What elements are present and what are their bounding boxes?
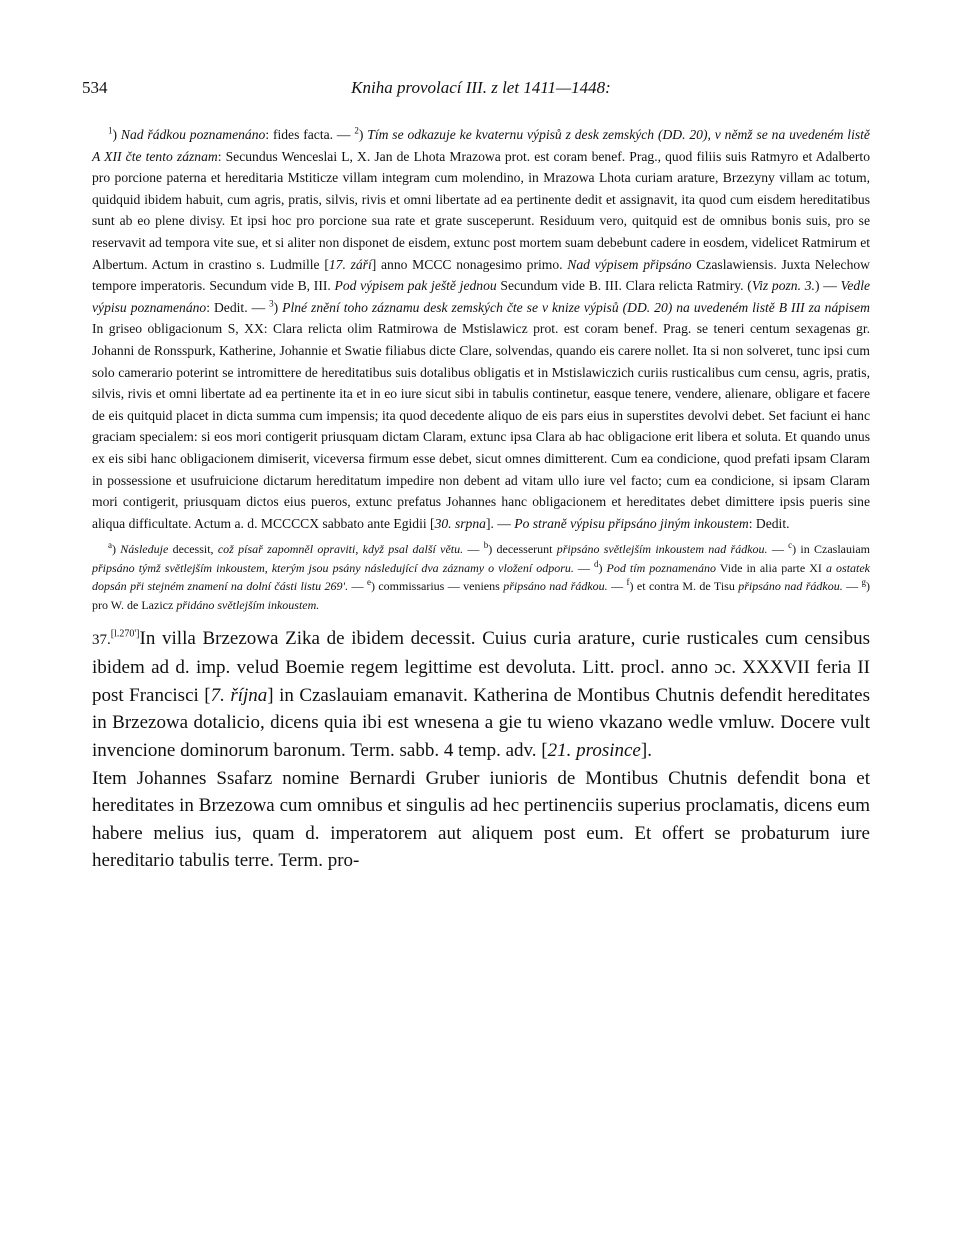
- variant-marker: g: [861, 577, 867, 588]
- footnote-text: : Dedit. —: [206, 299, 270, 315]
- editor-note: Po straně výpisu připsáno jiným inkoustem: [514, 515, 749, 531]
- variant-marker: e: [366, 577, 371, 588]
- variant-text: commissarius — veniens: [374, 579, 504, 594]
- variant-text: Vide in alia parte XI: [715, 560, 826, 575]
- variant-marker: a: [108, 540, 112, 551]
- variant-text: decesserunt: [492, 542, 557, 557]
- editor-note: Viz pozn. 3.: [751, 278, 815, 294]
- editor-note: Plné znění toho záznamu desk zemských čte se v knize výpisů (DD. 20) na uvedeném listě B III za nápisem: [282, 299, 870, 315]
- separator: —: [573, 560, 594, 575]
- entry-text: ] in Czaslauiam emanavit. Katherina de Montibus Chutnis defendit hereditates in Brzezowa dotalicio, dicens quia ibi est wnesena a gie tu wieno vkazano wedle vmluw. Docere vult invencione dominorum baronum. Term. sabb. 4 temp. adv. [: [92, 684, 871, 762]
- variant-marker: b: [483, 540, 489, 551]
- footnote-marker: 2: [354, 125, 359, 136]
- page-number: 534: [82, 78, 108, 97]
- variant-marker: c: [788, 540, 793, 551]
- variant-label: Pod tím poznamenáno: [606, 560, 716, 575]
- variant-label: připsáno světlejším inkoustem nad řádkou.: [556, 542, 768, 557]
- footnote-text: ]. —: [485, 515, 515, 531]
- main-entry: [92, 625, 870, 875]
- variant-notes: $^a$) Následuje decessit, což písař zapomněl opraviti, když psal další větu. — $^b$) decesserunt připsáno světlejším inkoustem nad řádkou. — $^c$) in Czaslauiam připsáno týmž světlejším inkoustem, kterým jsou psány následující dva záznamy o vložení odporu. — $^d$) Pod tím poznamenáno Vide in alia parte XI a ostatek dopsán při stejném znamení na dolní části listu 269'. — $^e$) commissarius — veniens připsáno nad řádkou. — $^f$) et contra M. de Tisu připsáno nad řádkou. — $^g$) pro W. de Lazicz přidáno světlejším inkoustem.: [92, 540, 871, 613]
- date-annotation: 7. října: [210, 684, 268, 706]
- date-annotation: 21. prosince: [547, 740, 641, 762]
- variant-label: přidáno světlejším inkoustem.: [176, 598, 320, 613]
- date-annotation: 17. září: [328, 256, 372, 272]
- variant-text: pro W. de Lazicz: [92, 598, 177, 613]
- folio-reference: [l.270']: [110, 628, 140, 640]
- variant-text: et contra M. de Tisu: [633, 579, 739, 594]
- separator: —: [607, 579, 627, 594]
- variant-label: připsáno týmž světlejším inkoustem, kterým jsou psány následující dva záznamy o vložení odporu.: [92, 560, 574, 575]
- footnote-text: ] anno MCCC nonagesimo primo.: [371, 256, 568, 272]
- variant-marker: d: [593, 558, 599, 569]
- footnote-text: : fides facta. —: [265, 127, 355, 142]
- editor-note: Pod výpisem pak ještě jednou: [334, 278, 497, 294]
- separator: —: [348, 579, 367, 594]
- footnote-text: In griseo obligacionum S, XX: Clara relicta olim Ratmirowa de Mstislawicz prot. est coram benef. Prag. se teneri centum sexagenas gr. Johanni de Ronsspurk, Katherine, Johannie et Swatie filiabus dicte Clare, solvendas, quando eis carere nollet. Ita si non solveret, tunc ipsi cum solo camerario poterint se intromittere de hereditatibus suis dotalibus obligatis et in Mstislawiczich curiis rusticalibus cum censu, agris, pratis, silvis, rivis et omni libertate ad ea pertinente ita et in eo iure sicut sibi in tabulis continetur, easque tenere, vendere, alienare, obligare et facere de eis quitquid placet in dicta summa cum impensis; ita quod decedente aliquo de eis pars eius in superstites devolvi debet. Set faciunt ei hanc graciam specialem: si eos mori contigerit priusquam dictam Claram, extunc ipsa Clara ab hac obligacione erit libera et soluta. Et quando unus ex eis sibi hanc obligacionem dimiserit, viceversa firmum esse debet, sicut omnes dimitterent. Cum ea condicione, quod prefati ipsam Claram in possessione et usufruicione dictarum hereditatum impedire non debent ad vitam ullo iure vel facto; cum ea condicione, si ipsam Claram mori contigerit, priusquam dictos eius pueros, extunc prefatus Johannes hanc obligacionem et hereditates debet dimittere ipsis pueris sine aliqua difficultate. Actum a. d. MCCCCX sabbato ante Egidii [: [92, 321, 870, 531]
- variant-label: připsáno nad řádkou.: [503, 579, 608, 594]
- separator: —: [842, 579, 862, 594]
- running-title: Kniha provolací III. z let 1411—1448:: [351, 78, 611, 97]
- footnotes-block: [92, 124, 870, 534]
- footnote-text: : Dedit.: [748, 515, 790, 531]
- variant-label: a ostatek dopsán při stejném znamení na dolní části listu 269'.: [92, 560, 871, 594]
- footnote-1-2: $^1$) Nad řádkou poznamenáno: fides facta. — $^2$) Tím se odkazuje ke kvaternu výpisů z desk zemských (DD. 20), v němž se na uvedeném listě A XII čte tento záznam: Secundus Wenceslai L, X. Jan de Lhota Mrazowa prot. est coram benef. Prag., quod filiis suis Ratmyro et Adalberto pro porcione paterna et hereditaria Mstiticze villam integram cum molendino, in Mrazowa Lhota curiam arature, Brzezyny villam ac totum, quidquid ibidem habuit, cum agris, pratis, silvis, rivis et omni libertate ad ea pertinente dedit et assignavit, ita quod cum eisdem hereditatibus sunt ab eo plene divisy. Et ipsi hoc pro porcione sua rate et grate susceperunt. Residuum vero, quitquid est de omnibus bonis suis, pro se reservavit ad tempora vite sue, et si aliter non disponet de eisdem, extunc post mortem suam debebunt cadere in eosdem, videlicet Ratmirum et Albertum. Actum in crastino s. Ludmille [17. září] anno MCCC nonagesimo primo. Nad výpisem připsáno Czaslawiensis. Juxta Nelechow tempore imperatoris. Secundum vide B, III. Pod výpisem pak ještě jednou Secundum vide B. III. Clara relicta Ratmiry. (Viz pozn. 3.) — Vedle výpisu poznamenáno: Dedit. — $^3$) Plné znění toho záznamu desk zemských čte se v knize výpisů (DD. 20) na uvedeném listě B III za nápisem In griseo obligacionum S, XX: Clara relicta olim Ratmirowa de Mstislawicz prot. est coram benef. Prag. se teneri centum sexagenas gr. Johanni de Ronsspurk, Katherine, Johannie et Swatie filiabus dicte Clare, solvendas, quando eis carere nollet. Ita si non solveret, tunc ipsi cum solo camerario poterint se intromittere de hereditatibus suis dotalibus obligatis et in Mstislawiczich curiis rusticalibus cum censu, agris, pratis, silvis, rivis et omni libertate ad ea pertinente ita et in eo iure sicut sibi in tabulis continetur, easque tenere, vendere, alienare, obligare et facere de eis quitquid placet in dicta summa cum impensis; ita quod decedente aliquo de eis pars eius in superstites devolvi debet. Set faciunt ei hanc graciam specialem: si eos mori contigerit priusquam dictam Claram, extunc ipsa Clara ab hac obligacione erit libera et soluta. Et quando unus ex eis sibi hanc obligacionem dimiserit, viceversa firmum esse debet, sicut omnes dimitterent. Cum ea condicione, quod prefati ipsam Claram in possessione et usufruicione dictarum hereditatum impedire non debent ad vitam ullo iure vel facto; cum ea condicione, si ipsam Claram mori contigerit, priusquam dictos eius pueros, extunc prefatus Johannes hanc obligacionem et hereditates debet dimittere ipsis pueris sine aliqua difficultate. Actum a. d. MCCCCX sabbato ante Egidii [30. srpna]. — Po straně výpisu připsáno jiným inkoustem: Dedit.: [92, 125, 871, 531]
- entry-paragraph: Item Johannes Ssafarz nomine Bernardi Gruber iunioris de Montibus Chutnis defendit bona et hereditates in Brzezowa cum omnibus et singulis ad hec pertinenciis superius proclamatis, dicens eum habere melius ius, quam d. imperatorem aut aliquem post eum. Et offert se probaturum iure hereditario tabulis terre. Term. pro-: [92, 767, 870, 872]
- entry-text: In villa Brzezowa Zika de ibidem decessit. Cuius curia arature, curie rusticales cum censibus ibidem ad d. imp. velud Boemie regem legittime est devoluta. Litt. procl. anno ɔc. XXXVII feria II post Francisci [: [92, 627, 870, 706]
- page: [82, 78, 871, 875]
- editor-note: Vedle výpisu poznamenáno: [92, 278, 870, 315]
- footnote-text: Secundum vide B. III. Clara relicta Ratmiry. (: [496, 278, 752, 294]
- editor-note: Tím se odkazuje ke kvaternu výpisů z desk zemských (DD. 20), v němž se na uvedeném listě A XII čte tento záznam: [92, 127, 870, 164]
- footnote-marker: 3: [269, 298, 274, 309]
- footnote-marker: 1: [108, 125, 113, 136]
- running-head: [82, 78, 870, 102]
- editor-note: Nad výpisem připsáno: [567, 256, 692, 272]
- variant-apparatus: [92, 540, 870, 614]
- editor-note: Nad řádkou poznamenáno: [120, 127, 266, 142]
- footnote-text: ) —: [814, 278, 841, 294]
- separator: —: [463, 542, 484, 557]
- variant-label: Následuje: [120, 542, 169, 557]
- variant-text: in Czaslauiam: [796, 542, 871, 557]
- variant-marker: f: [626, 577, 630, 588]
- date-annotation: 30. srpna: [434, 515, 486, 531]
- footnote-text: Czaslawiensis. Juxta Nelechow tempore imperatoris. Secundum vide B, III.: [92, 256, 870, 294]
- variant-label: připsáno nad řádkou.: [738, 579, 843, 594]
- variant-label: což písař zapomněl opraviti, když psal další větu.: [217, 542, 464, 557]
- entry-text: ].: [640, 740, 652, 762]
- variant-text: decessit,: [168, 542, 218, 557]
- entry-number: 37.: [92, 631, 111, 648]
- footnote-text: : Secundus Wenceslai L, X. Jan de Lhota Mrazowa prot. est coram benef. Prag., quod filiis suis Ratmyro et Adalberto pro porcione paterna et hereditaria Mstiticze villam integram cum molendino, in Mrazowa Lhota curiam arature, Brzezyny villam ac totum, quidquid ibidem habuit, cum agris, pratis, silvis, rivis et omni libertate ad ea pertinente dedit et assignavit, ita quod cum eisdem hereditatibus sunt ab eo plene divisy. Et ipsi hoc pro porcione sua rate et grate susceperunt. Residuum vero, quitquid est de omnibus bonis suis, pro se reservavit ad tempora vite sue, et si aliter non disponet de eisdem, extunc post mortem suam debebunt cadere in eosdem, videlicet Ratmirum et Albertum. Actum in crastino s. Ludmille [: [92, 148, 871, 272]
- separator: —: [767, 542, 789, 557]
- entry-paragraph: [92, 625, 870, 765]
